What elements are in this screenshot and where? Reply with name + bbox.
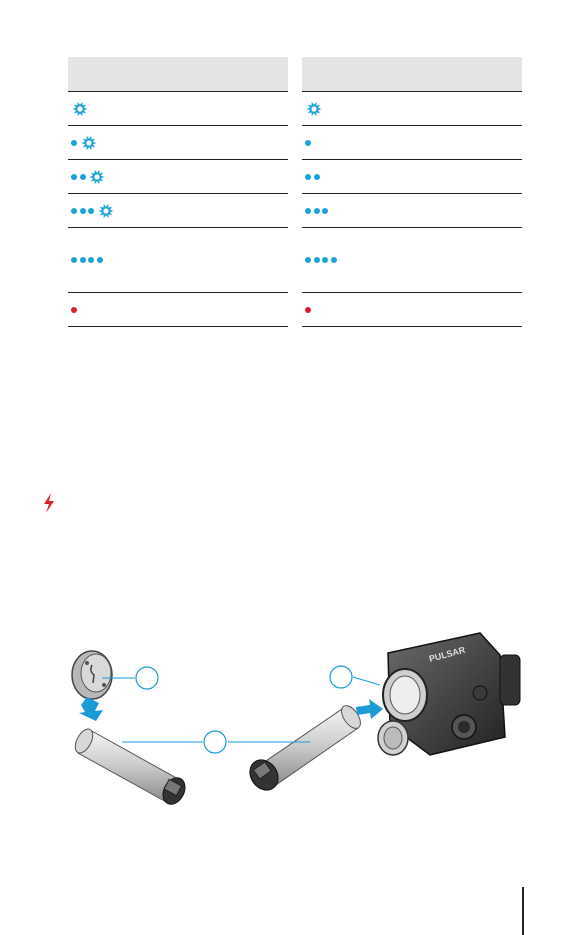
led-dot (71, 174, 77, 180)
led-dot (314, 257, 320, 263)
page-number-rule (522, 887, 524, 935)
led-dot (71, 257, 77, 263)
table-row (302, 293, 522, 327)
table-row (68, 126, 288, 160)
device-logo: PULSAR (427, 644, 467, 664)
callout-3 (330, 666, 352, 688)
table-row (302, 194, 522, 228)
led-dot (71, 140, 77, 146)
led-dot (97, 257, 103, 263)
arrow-down-icon (79, 697, 103, 721)
indicator-table-right (302, 57, 522, 327)
battery-cap (72, 651, 112, 699)
table-header (68, 57, 288, 92)
led-dot (80, 174, 86, 180)
led-dot (305, 257, 311, 263)
battery-left (72, 726, 190, 808)
flashing-led-icon (72, 101, 88, 117)
led-dot (305, 174, 311, 180)
thermal-device (378, 633, 520, 755)
led-dot (322, 257, 328, 263)
battery-right (244, 702, 364, 795)
table-row (68, 194, 288, 228)
table-row (302, 92, 522, 126)
led-dot (305, 140, 311, 146)
flashing-led-icon (81, 135, 97, 151)
flashing-led-icon (89, 169, 105, 185)
table-row (68, 293, 288, 327)
table-row (68, 92, 288, 126)
table-header (302, 57, 522, 92)
led-dot (80, 257, 86, 263)
battery-installation-illustration (60, 615, 530, 810)
led-dot (305, 208, 311, 214)
table-row (302, 228, 522, 293)
lightning-bolt-icon (41, 492, 57, 514)
callout-2 (204, 731, 226, 753)
led-dot (80, 208, 86, 214)
callout-1 (136, 667, 158, 689)
table-row (68, 228, 288, 293)
led-dot (305, 307, 311, 313)
led-dot (71, 208, 77, 214)
table-row (302, 126, 522, 160)
flashing-led-icon (98, 203, 114, 219)
led-dot (314, 208, 320, 214)
table-row (302, 160, 522, 194)
arrow-right-icon (356, 699, 383, 719)
led-dot (88, 208, 94, 214)
led-dot (322, 208, 328, 214)
led-dot (71, 307, 77, 313)
flashing-led-icon (306, 101, 322, 117)
led-dot (88, 257, 94, 263)
led-dot (331, 257, 337, 263)
indicator-table-left (68, 57, 288, 327)
led-dot (314, 174, 320, 180)
table-row (68, 160, 288, 194)
